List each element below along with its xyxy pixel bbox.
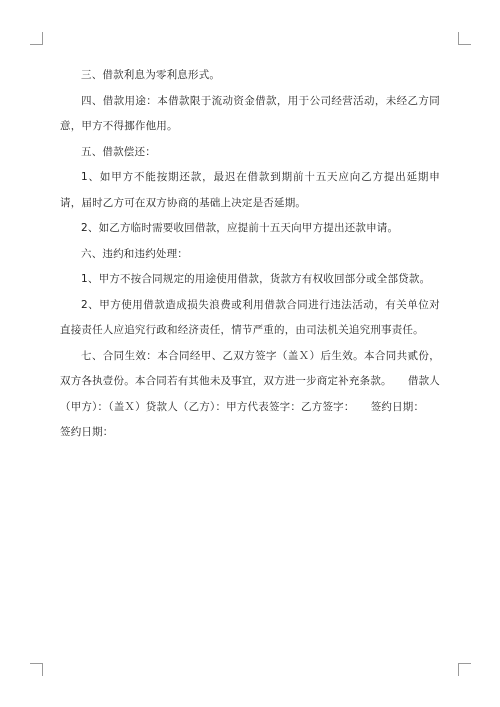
crop-mark-bottom-left xyxy=(30,663,43,676)
document-body xyxy=(60,63,440,446)
paragraph-repayment-heading: 五、借款偿还： xyxy=(81,145,156,158)
paragraph-effectiveness: 七、合同生效：本合同经甲、乙双方签字（盖Ｘ）后生效。本合同共贰份，双方各执壹份。本合同若有其他未及事宜，双方进一步商定补充条款。 借款人（甲方）：（盖Ｘ）贷款人（乙方）：甲方代表签字：乙方签字： 签约日期： xyxy=(60,349,440,413)
paragraph-breach-2: 2、甲方使用借款造成损失浪费或利用借款合同进行违法活动，有关单位对直接责任人应追究行政和经济责任，情节严重的，由司法机关追究刑事责任。 xyxy=(60,298,440,336)
paragraph-purpose: 四、借款用途：本借款限于流动资金借款，用于公司经营活动，未经乙方同意，甲方不得挪作他用。 xyxy=(60,94,440,132)
paragraph-breach-1: 1、甲方不按合同规定的用途使用借款，货款方有权收回部分或全部贷款。 xyxy=(81,273,431,285)
crop-mark-top-left xyxy=(30,32,43,45)
crop-mark-top-right xyxy=(458,32,471,45)
paragraph-breach-heading: 六、违约和违约处理： xyxy=(81,247,188,260)
crop-mark-bottom-right xyxy=(458,663,471,676)
paragraph-repayment-2: 2、如乙方临时需要收回借款，应提前十五天向甲方提出还款申请。 xyxy=(81,222,399,234)
signing-date-line: 签约日期： xyxy=(60,426,114,438)
paragraph-repayment-1: 1、如甲方不能按期还款，最迟在借款到期前十五天应向乙方提出延期申请，届时乙方可在双方协商的基础上决定是否延期。 xyxy=(60,171,440,209)
paragraph-interest: 三、借款利息为零利息形式。 xyxy=(81,69,221,81)
